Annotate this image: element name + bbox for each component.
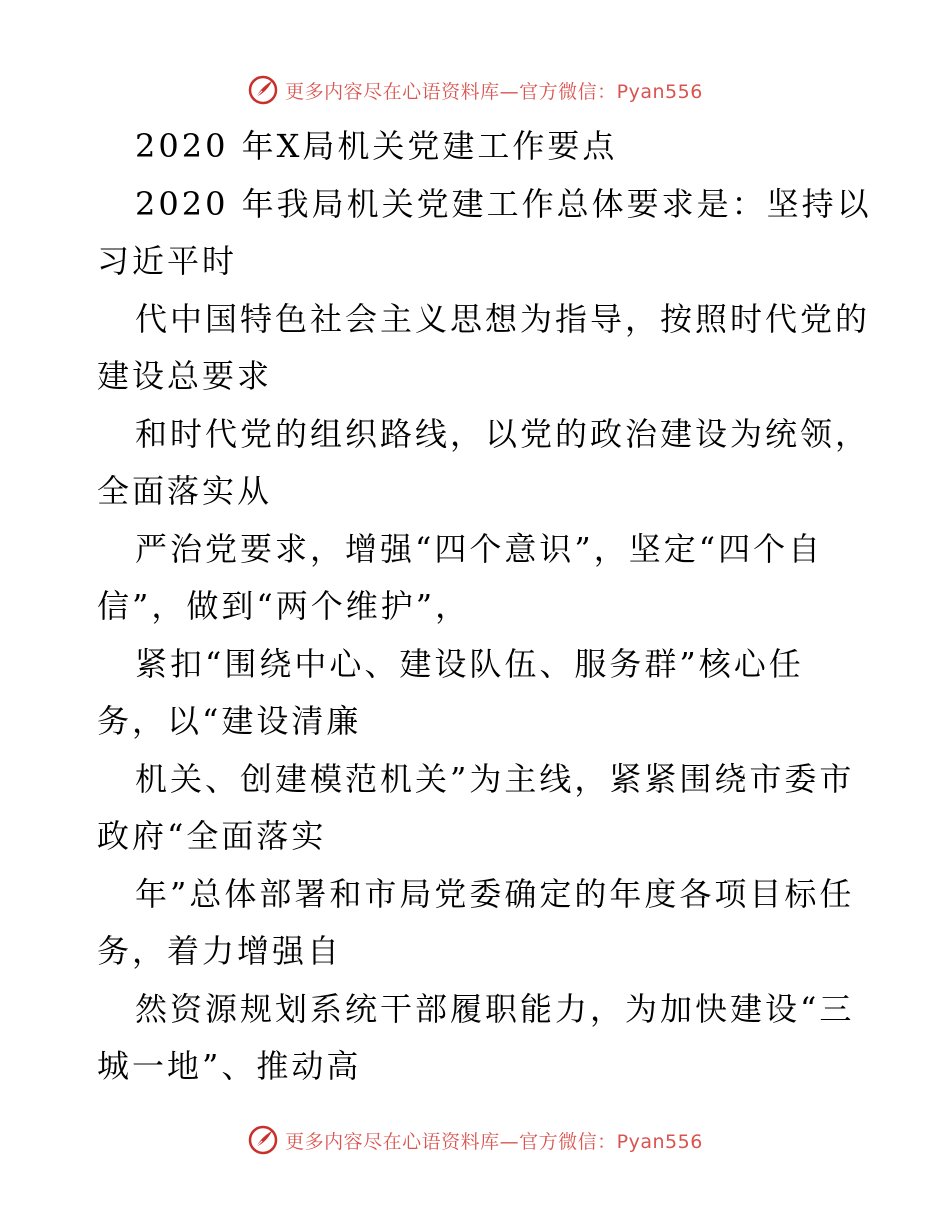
paragraph-line: 紧扣“围绕中心、建设队伍、服务群”核心任 (135, 644, 804, 683)
paragraph-line: 政府“全面落实 (97, 817, 327, 855)
paragraph-line: 然资源规划系统干部履职能力，为加快建设“三 (135, 989, 855, 1028)
paragraph-line: 城一地”、推动高 (97, 1047, 362, 1085)
paragraph-line: 机关、创建模范机关”为主线，紧紧围绕市委市 (135, 759, 855, 798)
feather-pen-logo-icon (247, 74, 279, 106)
paragraph-line: 信”，做到“两个维护”， (97, 587, 471, 625)
paragraph-line: 建设总要求 (97, 357, 273, 395)
paragraph-line: 严治党要求，增强“四个意识”，坚定“四个自 (135, 529, 824, 568)
watermark-banner-bottom (0, 1120, 950, 1160)
paragraph-line: 2020 年我局机关党建工作总体要求是：坚持以 (135, 184, 872, 223)
feather-pen-logo-icon (247, 1124, 279, 1156)
paragraph-line: 习近平时 (97, 242, 238, 280)
document-title: 2020 年X局机关党建工作要点 (135, 127, 618, 165)
paragraph-line: 年”总体部署和市局党委确定的年度各项目标任 (135, 874, 855, 913)
paragraph-line: 全面落实从 (97, 472, 273, 510)
paragraph-line: 务，以“建设清廉 (97, 702, 362, 740)
watermark-text: 更多内容尽在心语资料库—官方微信：Pyan556 (285, 1130, 703, 1153)
paragraph-line: 务，着力增强自 (97, 932, 343, 970)
watermark-banner-top (0, 70, 950, 110)
watermark-text: 更多内容尽在心语资料库—官方微信：Pyan556 (285, 80, 703, 103)
paragraph-line: 和时代党的组织路线，以党的政治建设为统领， (135, 414, 871, 453)
paragraph-line: 代中国特色社会主义思想为指导，按照时代党的 (135, 299, 871, 338)
document-body (97, 118, 872, 1096)
